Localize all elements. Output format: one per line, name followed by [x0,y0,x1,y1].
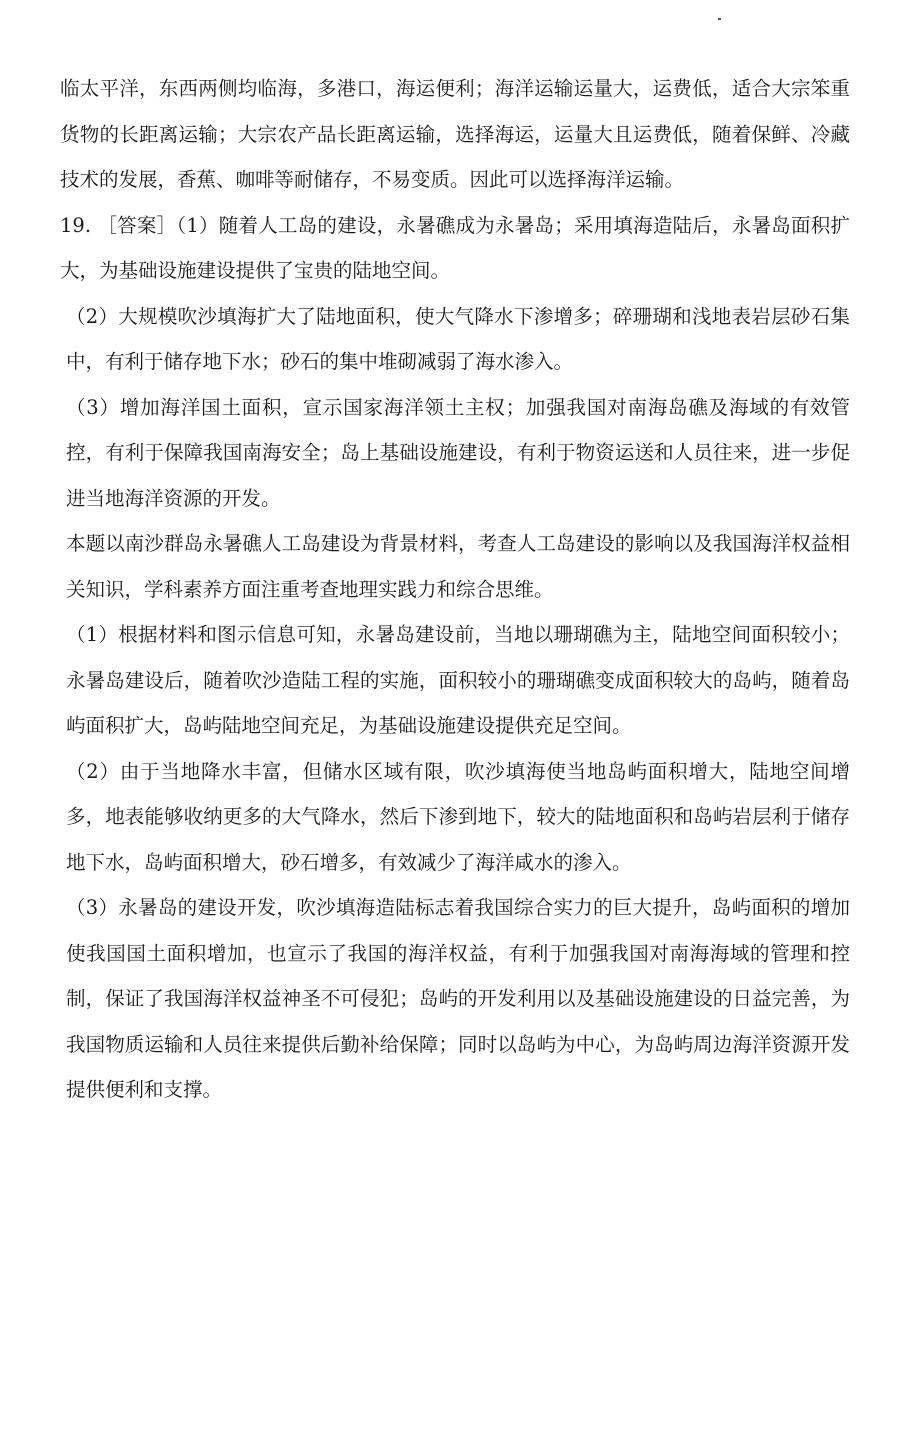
paragraph-transport-conclusion: 临太平洋，东西两侧均临海，多港口，海运便利；海洋运输运量大，运费低，适合大宗笨重货物的长距离运输；大宗农产品长距离运输，选择海运，运量大且运费低，随着保鲜、冷藏技术的发展，香蕉、咖啡等耐储存，不易变质。因此可以选择海洋运输。 [60,77,850,191]
paragraph-analysis-part3: （3）永暑岛的建设开发，吹沙填海造陆标志着我国综合实力的巨大提升，岛屿面积的增加使我国国土面积增加，也宣示了我国的海洋权益，有利于加强我国对南海海域的管理和控制，保证了我国海洋权益神圣不可侵犯；岛屿的开发利用以及基础设施建设的日益完善，为我国物质运输和人员往来提供后勤补给保障；同时以岛屿为中心，为岛屿周边海洋资源开发提供便利和支撑。 [66,896,850,1101]
paragraph-answer-19-part2: （2）大规模吹沙填海扩大了陆地面积，使大气降水下渗增多；碎珊瑚和浅地表岩层砂石集中，有利于储存地下水；砂石的集中堆砌减弱了海水渗入。 [66,304,850,373]
scan-mark [718,18,721,20]
paragraph-analysis-intro: 本题以南沙群岛永暑礁人工岛建设为背景材料，考查人工岛建设的影响以及我国海洋权益相关知识，学科素养方面注重考查地理实践力和综合思维。 [66,532,850,601]
document-body [60,66,850,1113]
paragraph-analysis-part1: （1）根据材料和图示信息可知，永暑岛建设前，当地以珊瑚礁为主，陆地空间面积较小；永暑岛建设后，随着吹沙造陆工程的实施，面积较小的珊瑚礁变成面积较大的岛屿，随着岛屿面积扩大，岛屿陆地空间充足，为基础设施建设提供充足空间。 [66,623,850,737]
paragraph-answer-19-part3: （3）增加海洋国土面积，宣示国家海洋领土主权；加强我国对南海岛礁及海域的有效管控，有利于保障我国南海安全；岛上基础设施建设，有利于物资运送和人员往来，进一步促进当地海洋资源的开发。 [66,395,850,510]
paragraph-answer-19-part1: 19. ［答案］（1）随着人工岛的建设，永暑礁成为永暑岛；采用填海造陆后，永暑岛面积扩大，为基础设施建设提供了宝贵的陆地空间。 [60,213,850,282]
paragraph-analysis-part2: （2）由于当地降水丰富，但储水区域有限，吹沙填海使当地岛屿面积增大，陆地空间增多，地表能够收纳更多的大气降水，然后下渗到地下，较大的陆地面积和岛屿岩层利于储存地下水，岛屿面积增大，砂石增多，有效减少了海洋咸水的渗入。 [66,759,850,874]
